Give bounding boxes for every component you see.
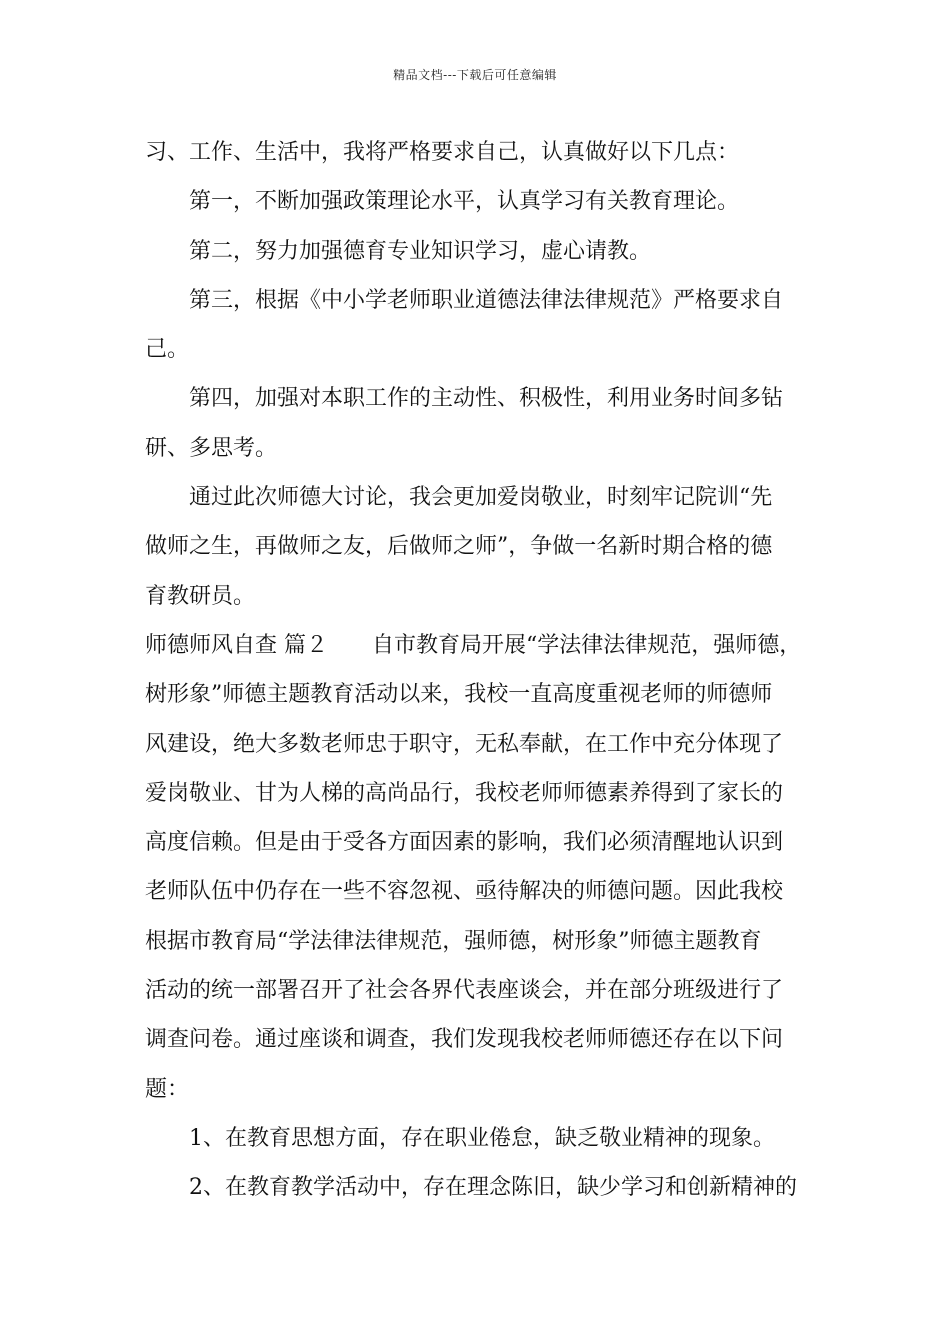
paragraph-line: 老师队伍中仍存在一些不容忽视、亟待解决的师德问题。因此我校	[145, 879, 784, 905]
page-header: 精品文档---下载后可任意编辑	[393, 68, 557, 82]
paragraph-line: 调查问卷。通过座谈和调查，我们发现我校老师师德还存在以下问	[145, 1027, 784, 1053]
paragraph-line: 第一，不断加强政策理论水平，认真学习有关教育理论。	[189, 189, 740, 215]
paragraph-line: 树形象”师德主题教育活动以来，我校一直高度重视老师的师德师	[145, 682, 773, 708]
paragraph-line: 根据市教育局“学法律法律规范，强师德，树形象”师德主题教育	[145, 928, 762, 954]
section-heading: 师德师风自查 篇２	[145, 632, 328, 658]
paragraph-line: 第三，根据《中小学老师职业道德法律法律规范》严格要求自	[189, 287, 784, 313]
section-heading-line	[145, 621, 810, 670]
paragraph-line: 题：	[145, 1076, 190, 1102]
paragraph-line: 风建设，绝大多数老师忠于职守，无私奉献，在工作中充分体现了	[145, 731, 784, 757]
paragraph-line: 第二，努力加强德育专业知识学习，虚心请教。	[189, 238, 652, 264]
paragraph-line: 通过此次师德大讨论，我会更加爱岗敬业，时刻牢记院训“先	[189, 485, 773, 511]
paragraph-line: 第四，加强对本职工作的主动性、积极性，利用业务时间多钻	[189, 386, 784, 412]
paragraph-line: 做师之生，再做师之友，后做师之师”，争做一名新时期合格的德	[145, 534, 773, 560]
paragraph-line: 研、多思考。	[145, 435, 278, 461]
document-body	[145, 128, 810, 1213]
paragraph-line: 自市教育局开展“学法律法律规范，强师德，	[372, 632, 802, 658]
list-item: 1、在教育思想方面，存在职业倦怠，缺乏敬业精神的现象。	[189, 1125, 775, 1151]
paragraph-line: 爱岗敬业、甘为人梯的高尚品行，我校老师师德素养得到了家长的	[145, 780, 784, 806]
paragraph-line: 高度信赖。但是由于受各方面因素的影响，我们必须清醒地认识到	[145, 830, 784, 856]
paragraph-line: 育教研员。	[145, 583, 256, 609]
list-item: 2、在教育教学活动中，存在理念陈旧，缺少学习和创新精神的	[189, 1175, 797, 1201]
paragraph-line: 活动的统一部署召开了社会各界代表座谈会，并在部分班级进行了	[145, 978, 784, 1004]
paragraph-line: 习、工作、生活中，我将严格要求自己，认真做好以下几点：	[145, 140, 740, 165]
paragraph-line: 己。	[145, 337, 190, 363]
